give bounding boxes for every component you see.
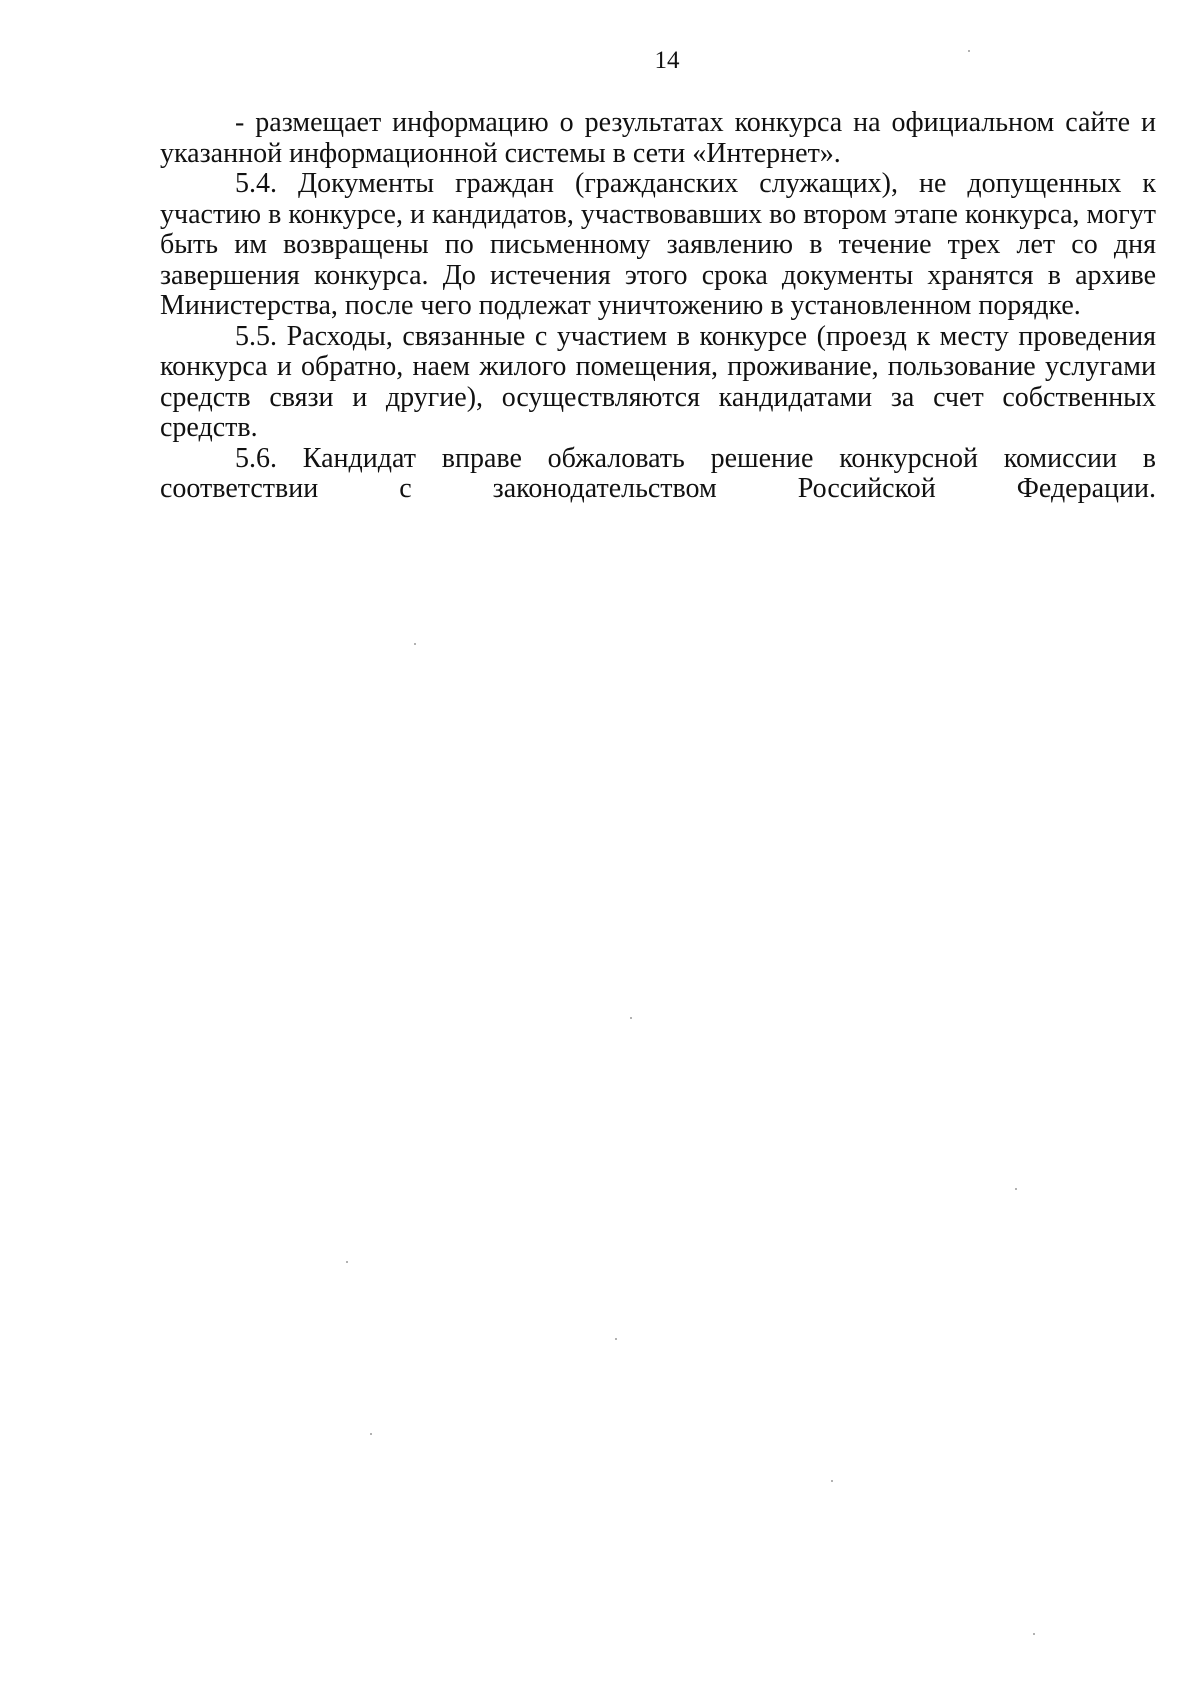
scan-speck bbox=[414, 643, 416, 645]
paragraph-5-4: 5.4. Документы граждан (гражданских служащих), не допущенных к участию в конкурсе, и кандидатов, участвовавших во втором этапе конкурса, могут быть им возвращены по письменному заявлению в течение трех лет со дня завершения конкурса. До истечения этого срока документы хранятся в архиве Министерства, после чего подлежат уничтожению в установленном порядке. bbox=[160, 168, 1156, 321]
page-number: 14 bbox=[654, 47, 680, 74]
scan-speck bbox=[1015, 1188, 1017, 1190]
scan-speck bbox=[370, 1433, 372, 1435]
scan-speck bbox=[968, 50, 970, 52]
document-body bbox=[160, 108, 1156, 505]
scan-speck bbox=[1033, 1633, 1035, 1635]
scan-speck bbox=[346, 1261, 348, 1263]
scan-speck bbox=[630, 1017, 632, 1019]
paragraph-5-6: 5.6. Кандидат вправе обжаловать решение конкурсной комиссии в соответствии с законодательством Российской Федерации. bbox=[160, 442, 1156, 504]
scan-speck bbox=[831, 1480, 833, 1482]
paragraph-results-publication: - размещает информацию о результатах конкурса на официальном сайте и указанной информационной системы в сети «Интернет». bbox=[160, 107, 1156, 169]
paragraph-5-5: 5.5. Расходы, связанные с участием в конкурсе (проезд к месту проведения конкурса и обратно, наем жилого помещения, проживание, пользование услугами средств связи и другие), осуществляются кандидатами за счет собственных средств. bbox=[160, 320, 1156, 443]
scan-speck bbox=[615, 1338, 617, 1340]
